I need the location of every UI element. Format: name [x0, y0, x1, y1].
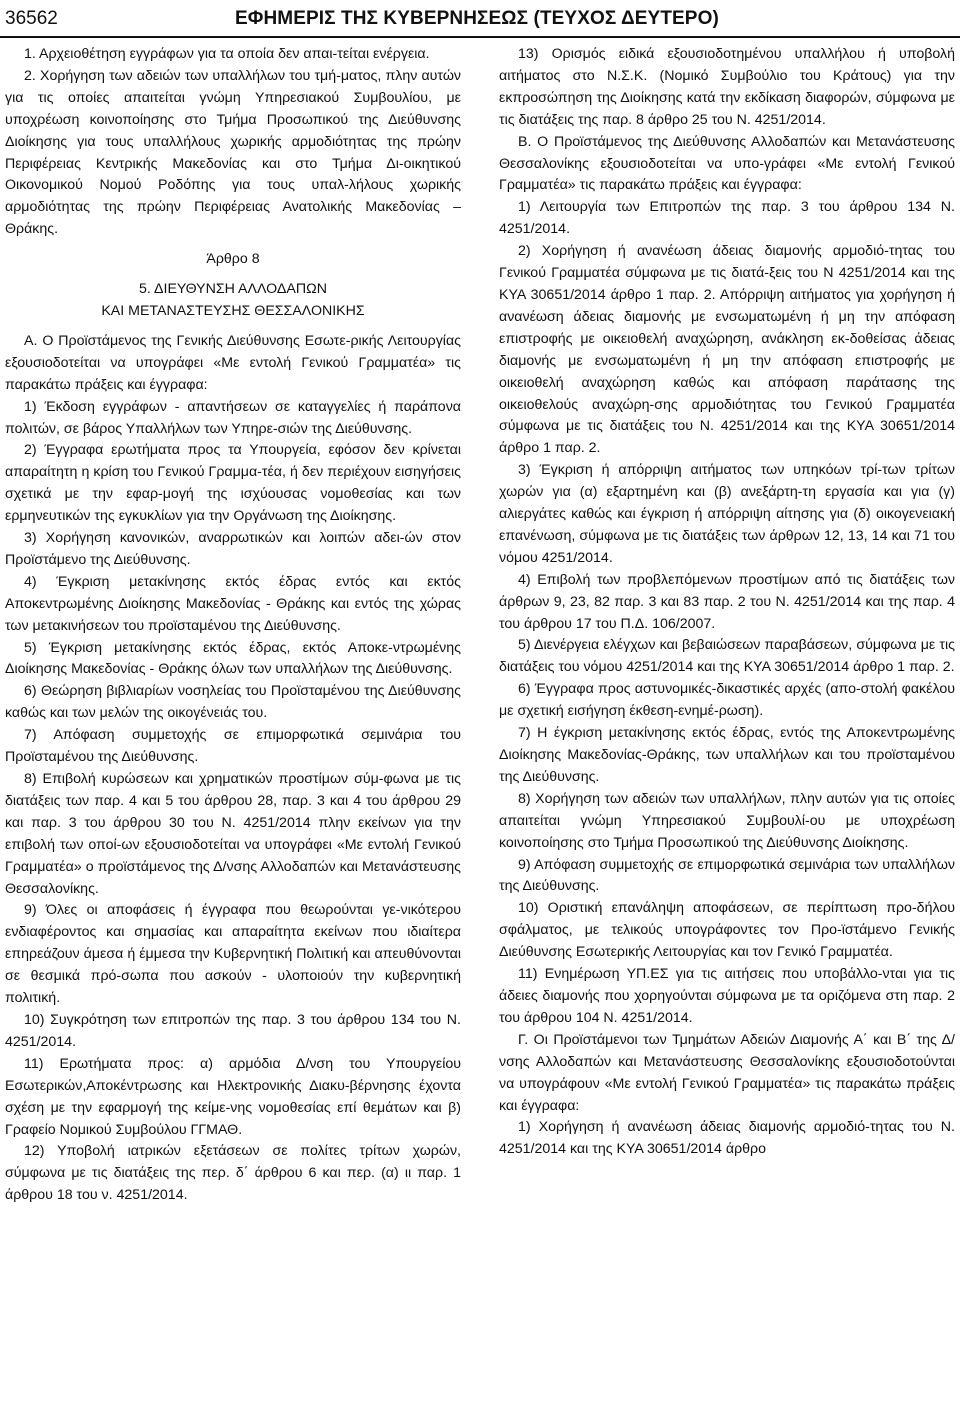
page-header: [5, 4, 955, 34]
paragraph-section-b: Β. Ο Προϊστάμενος της Διεύθυνσης Αλλοδαπών και Μετανάστευσης Θεσσαλονίκης εξουσιοδοτείται να υπο-γράφει «Με εντολή Γενικού Γραμματέα» τις παρακάτω πράξεις και έγγραφα:: [499, 133, 955, 194]
list-item-b6: 6) Έγγραφα προς αστυνομικές-δικαστικές αρχές (απο-στολή φακέλου με σχετική εισήγηση έκθεση-ενημέ-ρωση).: [499, 681, 955, 720]
section-title-line-2: ΚΑΙ ΜΕΤΑΝΑΣΤΕΥΣΗΣ ΘΕΣΣΑΛΟΝΙΚΗΣ: [101, 302, 365, 319]
list-item-b9: 9) Απόφαση συμμετοχής σε επιμορφωτικά σεμινάρια των υπαλλήλων της Διεύθυνσης.: [499, 856, 955, 895]
list-item-b7: 7) Η έγκριση μετακίνησης εκτός έδρας, εντός της Αποκεντρωμένης Διοίκησης Μακεδονίας-Θράκης, των υπαλλήλων και του προϊσταμένου της Διεύθυνσης.: [499, 725, 955, 785]
list-item-a2: 2) Έγγραφα ερωτήματα προς τα Υπουργεία, εφόσον δεν κρίνεται απαραίτητη η κρίση του Γενικού Γραμμα-τέα, ή δεν περιέχουν εισηγήσεις σχετικά με την εφαρ-μογή της ισχύουσας νομοθεσίας και των ερμηνευτικών της εγκυκλίων για την Οργάνωση της Διοίκησης.: [5, 442, 461, 525]
list-item-b10: 10) Οριστική επανάληψη αποφάσεων, σε περίπτωση προ-δήλου σφάλματος, με τελικούς υπογράφοντες τον Προ-ϊστάμενο Γενικής Διεύθυνσης Εσωτερικής Λειτουργίας και τον Γενικό Γραμματέα.: [499, 900, 955, 961]
list-item-a11: 11) Ερωτήματα προς: α) αρμόδια Δ/νση του Υπουργείου Εσωτερικών,Αποκέντρωσης και Ηλεκτρονικής Διακυ-βέρνησης έχοντα σχέση με την εφαρμογή της κείμε-νης νομοθεσίας επί θεμάτων και β) Γραφείο Νομικού Συμβούλου ΓΓΜΑΘ.: [5, 1055, 461, 1138]
page-number: 36562: [5, 8, 58, 29]
header-divider: [0, 36, 960, 38]
list-item-b3: 3) Έγκριση ή απόρριψη αιτήματος των υπηκόων τρί-των τρίτων χωρών για (α) εξαρτημένη και (β) ανεξάρτη-τη εργασία και για (γ) αλιεργάτες καθώς και έγκριση ή απόρριψη αίτησης για (δ) οικογενειακή επανένωση, σύμφωνα με τις διατάξεις των άρθρων 12, 13, 14 και 71 του νόμου 4251/2014.: [499, 462, 955, 566]
article-title: Άρθρο 8: [206, 251, 260, 268]
paragraph-item-2: 2. Χορήγηση των αδειών των υπαλλήλων του τμή-ματος, πλην αυτών για τις οποίες απαιτείται γνώμη Υπηρεσιακού Συμβουλίου, με υποχρέωση κοινοποίησης στο Τμήμα Προσωπικού της Διεύθυνσης Διοίκησης για τους υπαλλήλους χωρικής αρμοδιότητας της πρώην Περιφέρειας Κεντρικής Μακεδονίας και στο Τμήμα Δι-οικητικού Οικονομικού Νομού Ροδόπης για τους υπαλ-λήλους χωρικής αρμοδιότητας της πρώην Περιφέρειας Ανατολικής Μακεδονίας – Θράκης.: [5, 67, 461, 238]
list-item-a3: 3) Χορήγηση κανονικών, αναρρωτικών και λοιπών αδει-ών στον Προϊστάμενο της Διεύθυνσης.: [5, 530, 461, 568]
list-item-b5: 5) Διενέργεια ελέγχων και βεβαιώσεων παραβάσεων, σύμφωνα με τις διατάξεις του νόμου 4251/2014 και της ΚΥΑ 30651/2014 άρθρο 1 παρ. 2.: [499, 637, 955, 676]
list-item-b1: 1) Λειτουργία των Επιτροπών της παρ. 3 του άρθρου 134 Ν. 4251/2014.: [499, 199, 955, 238]
right-column: [499, 44, 955, 1161]
list-item-g1: 1) Χορήγηση ή ανανέωση άδειας διαμονής αρμοδιό-τητας του Ν. 4251/2014 και της ΚΥΑ 30651/2014 άρθρο: [499, 1119, 955, 1158]
paragraph-section-g: Γ. Οι Προϊστάμενοι των Τμημάτων Αδειών Διαμονής Α΄ και Β΄ της Δ/νσης Αλλοδαπών και Μετανάστευσης Θεσσαλονίκης εξουσιοδοτούνται να υπογράφουν «Με εντολή Γενικού Γραμματέα» τις παρακάτω πράξεις και έγγραφα:: [499, 1031, 955, 1114]
list-item-a5: 5) Έγκριση μετακίνησης εκτός έδρας, εκτός Αποκε-ντρωμένης Διοίκησης Μακεδονίας - Θράκης όλων των υπαλλήλων της Διεύθυνσης.: [5, 639, 461, 678]
list-item-a7: 7) Απόφαση συμμετοχής σε επιμορφωτικά σεμινάρια του Προϊσταμένου της Διεύθυνσης.: [5, 727, 461, 766]
spacer: [5, 241, 461, 249]
list-item-a8: 8) Επιβολή κυρώσεων και χρηματικών προστίμων σύμ-φωνα με τις διατάξεις των παρ. 4 και 5 του άρθρου 28, παρ. 3 και 4 του άρθρου 29 και παρ. 3 του άρθρου 30 του Ν. 4251/2014 πλην εκείνων για την επιβολή των οποί-ων εξουσιοδοτείται να υπογράφει «Με εντολή Γενικού Γραμματέα» ο προϊστάμενος της Δ/νσης Αλλοδαπών και Μετανάστευσης Θεσσαλονίκης.: [5, 771, 461, 897]
list-item-b4: 4) Επιβολή των προβλεπόμενων προστίμων από τις διατάξεις των άρθρων 9, 23, 82 παρ. 3 και 83 παρ. 2 του Ν. 4251/2014 και της παρ. 4 του άρθρου 17 του Π.Δ. 106/2007.: [499, 571, 955, 632]
spacer: [5, 323, 461, 331]
paragraph-section-a: Α. Ο Προϊστάμενος της Γενικής Διεύθυνσης Εσωτε-ρικής Λειτουργίας εξουσιοδοτείται να υπογράφει «Με εντολή Γενικού Γραμματέα» τις παρακάτω πράξεις και έγγραφα:: [5, 332, 461, 393]
spacer: [5, 271, 461, 279]
section-title-line-1: 5. ΔΙΕΥΘΥΝΣΗ ΑΛΛΟΔΑΠΩΝ: [139, 281, 327, 298]
list-item-a9: 9) Όλες οι αποφάσεις ή έγγραφα που θεωρούνται γε-νικότερου ενδιαφέροντος και σημασίας και απαραίτητα εκείνων που ιδιαίτερα επηρεάζουν άμεσα ή έμμεσα την Κυβερνητική Πολιτική και απευθύνονται σε θεσμικά πρό-σωπα που ασκούν - υλοποιούν την κυβερνητική πολιτική.: [5, 902, 461, 1007]
list-item-b8: 8) Χορήγηση των αδειών των υπαλλήλων, πλην αυτών για τις οποίες απαιτείται γνώμη Υπηρεσιακού Συμβουλί-ου με υποχρέωση κοινοποίησης στο Τμήμα Προσωπικού της Διεύθυνσης Διοίκησης.: [499, 790, 955, 851]
list-item-b11: 11) Ενημέρωση ΥΠ.ΕΣ για τις αιτήσεις που υποβάλλο-νται για τις άδειες διαμονής που χορηγούνται σύμφωνα με τα οριζόμενα στη παρ. 2 του άρθρου 104 Ν. 4251/2014.: [499, 966, 955, 1026]
list-item-a6: 6) Θεώρηση βιβλιαρίων νοσηλείας του Προϊσταμένου της Διεύθυνσης καθώς και των μελών της οικογένειάς του.: [5, 683, 461, 722]
running-title: ΕΦΗΜΕΡΙΣ ΤΗΣ ΚΥΒΕΡΝΗΣΕΩΣ (ΤΕΥΧΟΣ ΔΕΥΤΕΡΟ): [235, 8, 719, 29]
left-column: [5, 44, 461, 1207]
list-item-a1: 1) Έκδοση εγγράφων - απαντήσεων σε καταγγελίες ή παράπονα πολιτών, σε βάρος Υπαλλήλων των Υπηρε-σιών της Διεύθυνσης.: [5, 398, 461, 437]
list-item-a13: 13) Ορισμός ειδικά εξουσιοδοτημένου υπαλλήλου ή υποβολή αιτήματος στο Ν.Σ.Κ. (Νομικό Συμβούλιο του Κράτους) για την εκπροσώπηση της Διοίκησης κατά την εκδίκαση διαφορών, σύμφωνα με τις διατάξεις της παρ. 8 άρθρο 25 του Ν. 4251/2014.: [499, 46, 955, 128]
list-item-a10: 10) Συγκρότηση των επιτροπών της παρ. 3 του άρθρου 134 του Ν. 4251/2014.: [5, 1011, 461, 1050]
paragraph-item-1: 1. Αρχειοθέτηση εγγράφων για τα οποία δεν απαι-τείται ενέργεια.: [24, 46, 430, 62]
list-item-a4: 4) Έγκριση μετακίνησης εκτός έδρας εντός και εκτός Αποκεντρωμένης Διοίκησης Μακεδονίας - Θράκης και εντός της χώρας των μετακινήσεων του προϊσταμένου της Διεύθυνσης.: [5, 573, 461, 634]
list-item-a12: 12) Υποβολή ιατρικών εξετάσεων σε πολίτες τρίτων χωρών, σύμφωνα με τις διατάξεις της περ. δ΄ άρθρου 6 και περ. (α) ιι παρ. 1 άρθρου 18 του ν. 4251/2014.: [5, 1143, 461, 1204]
list-item-b2: 2) Χορήγηση ή ανανέωση άδειας διαμονής αρμοδιό-τητας του Γενικού Γραμματέα σύμφωνα με τις διατά-ξεις του Ν 4251/2014 και της ΚΥΑ 30651/2014 άρθρο 1 παρ. 2. Απόρριψη αιτήματος για χορήγηση ή ανανέωση άδειας διαμονής με ενσωματωμένη ή μη την απόφαση επιστροφής με οικειοθελή αναχώρηση, ανάκληση εκ-δοθείσας άδειας διαμονής με ενσωματωμένη ή μη την απόφαση επιστροφής με οικειοθελή αναχώρηση καθώς και απόφαση παράτασης της οικειοθελούς αναχώρη-σης αρμοδιότητας του Γενικού Γραμματέα σύμφωνα με τις διατάξεις του Ν. 4251/2014 και της ΚΥΑ 30651/2014 άρθρο 1 παρ. 2.: [499, 243, 955, 457]
